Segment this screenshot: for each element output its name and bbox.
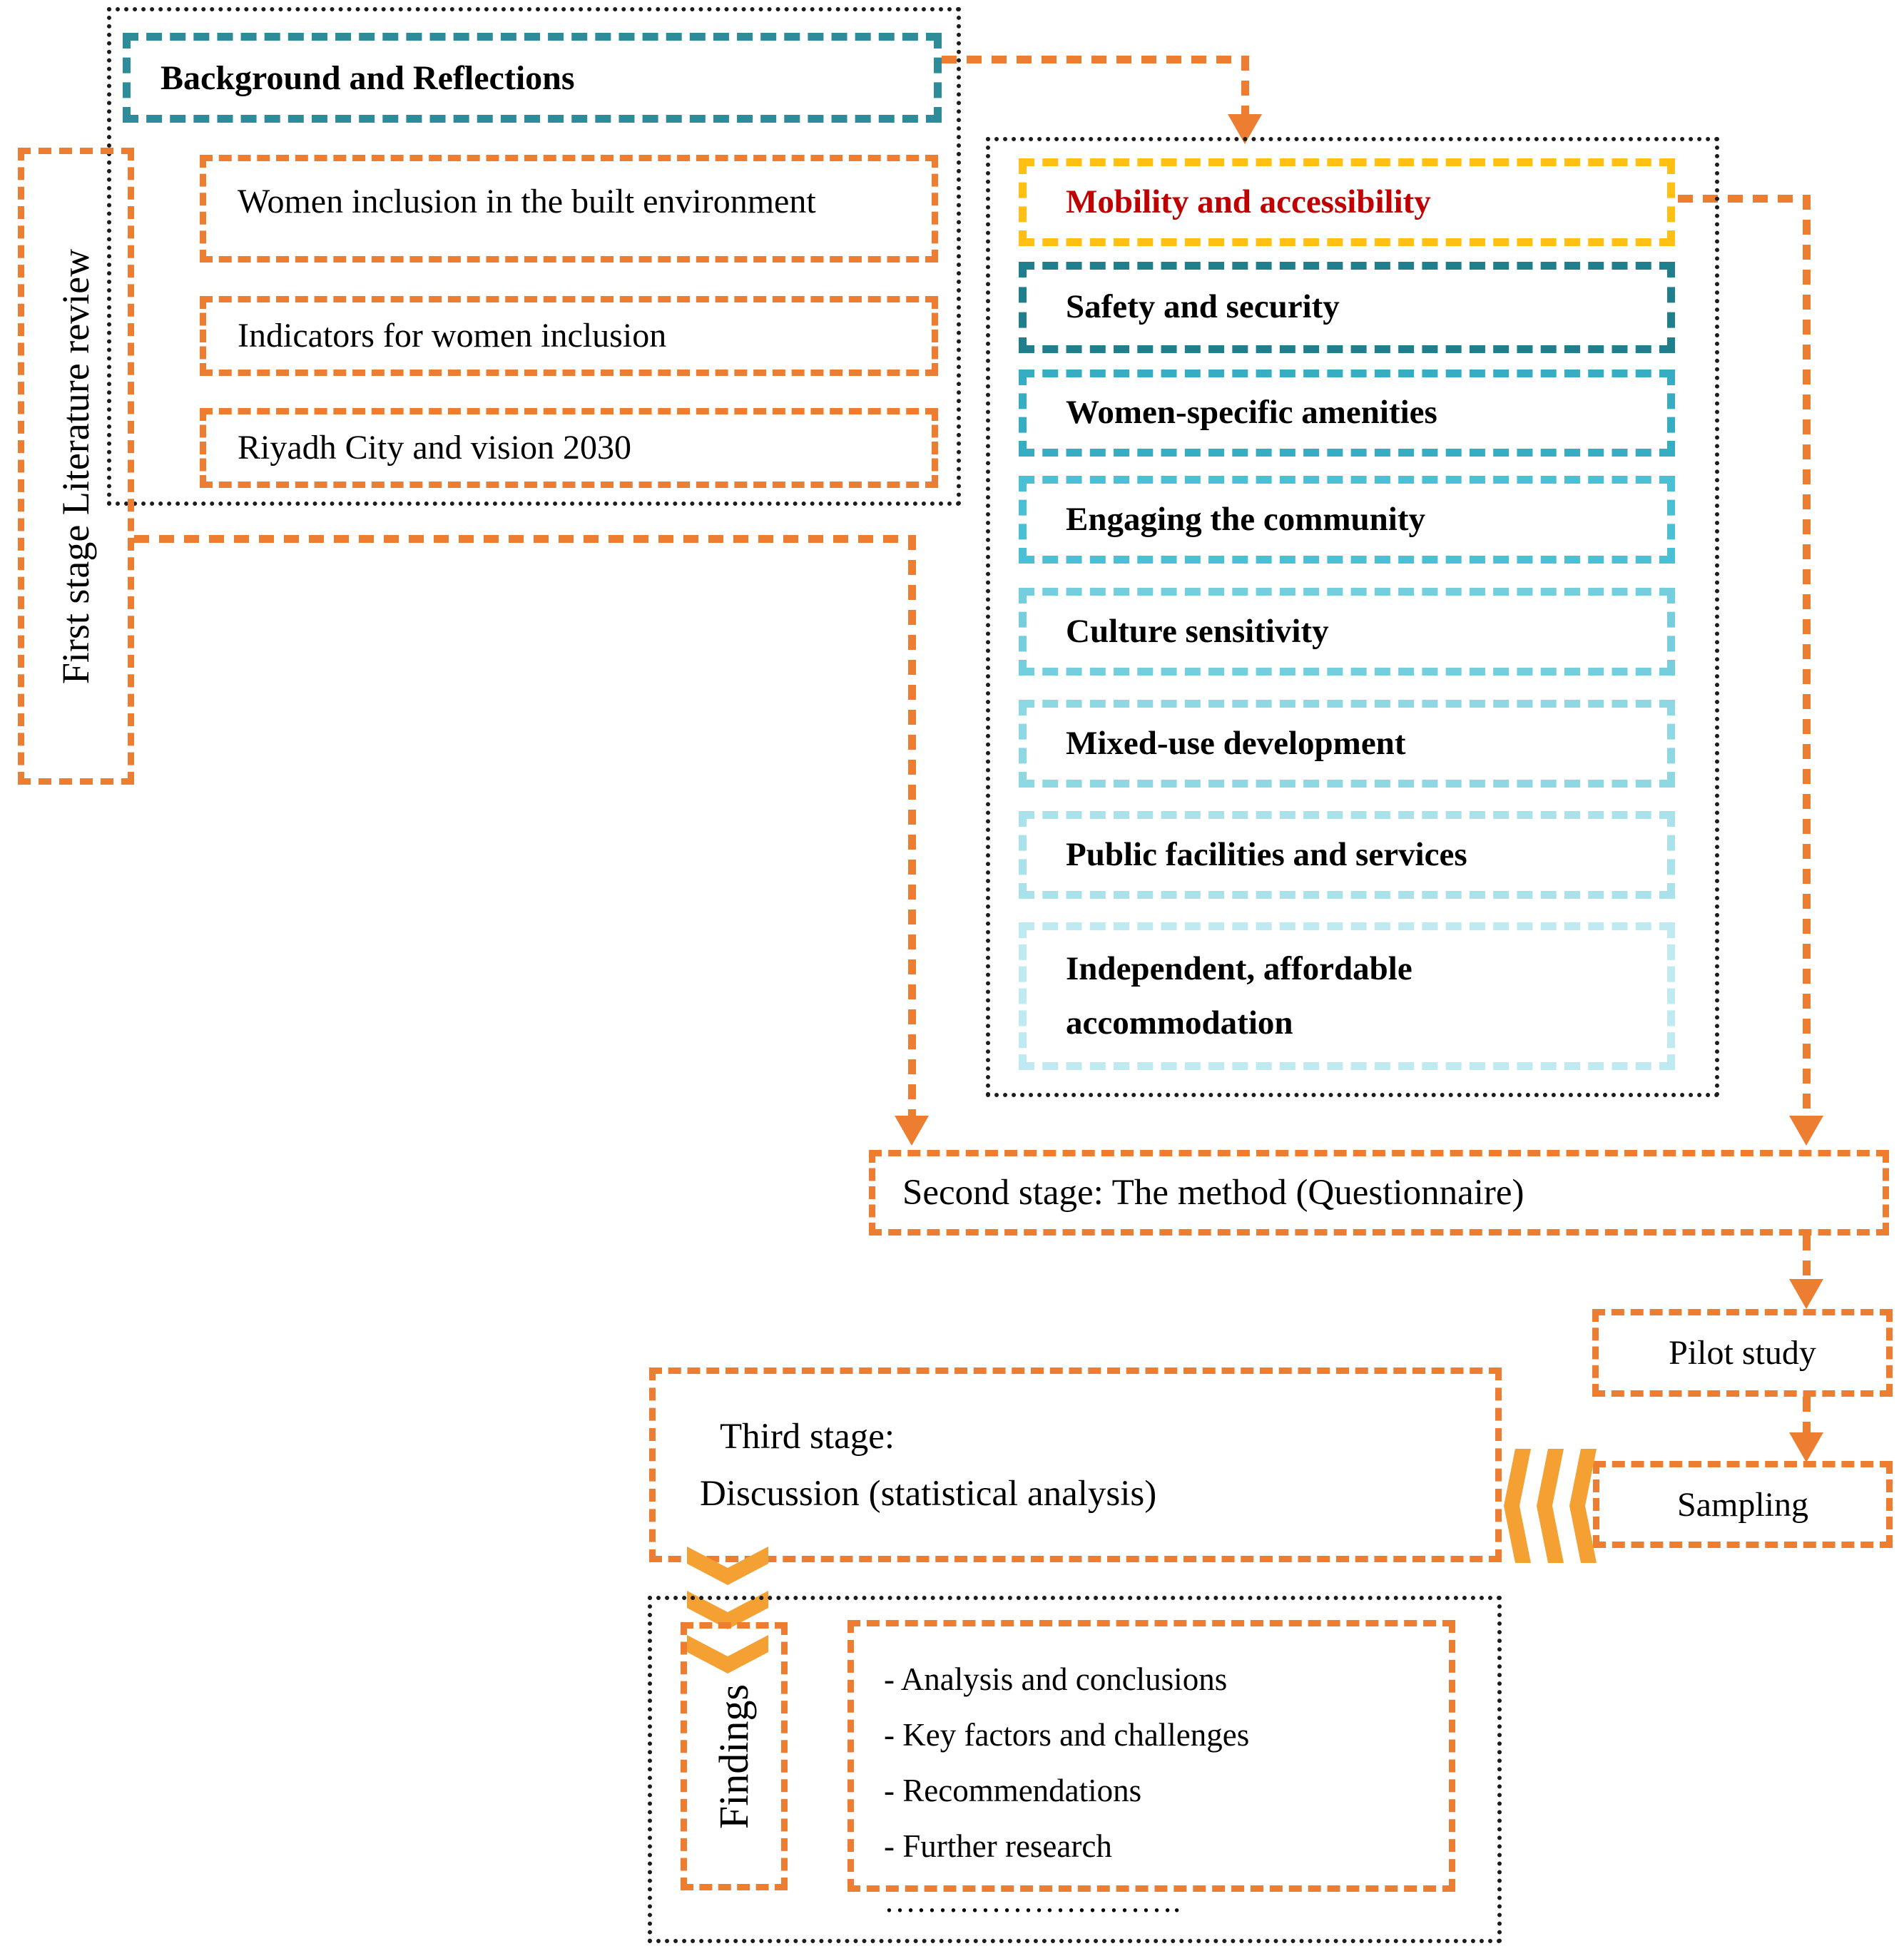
findings-item: - Further research (884, 1828, 1112, 1864)
connector-left-vertical (908, 535, 916, 1117)
indicator-label: Culture sensitivity (1066, 612, 1329, 650)
connector-top-vertical (1241, 56, 1249, 116)
arrow-down-icon (1789, 1116, 1823, 1146)
second-stage-box (869, 1150, 1889, 1236)
indicator-label: Engaging the community (1066, 500, 1425, 538)
findings-box (681, 1622, 788, 1890)
arrow-down-icon (895, 1116, 929, 1146)
indicator-row-amenities (1019, 370, 1675, 457)
sampling-label: Sampling (1676, 1485, 1808, 1524)
third-stage-box (649, 1367, 1502, 1562)
topic-box-riyadh (200, 408, 938, 488)
connector-right-vertical (1803, 195, 1811, 1117)
indicator-label: Mixed-use development (1066, 724, 1406, 762)
connector-second-to-pilot (1803, 1236, 1811, 1280)
pilot-study-box (1592, 1309, 1893, 1397)
connector-top-horizontal (942, 56, 1249, 63)
first-stage-box (18, 148, 134, 785)
topic-label: Indicators for women inclusion (238, 316, 667, 355)
background-reflections-box (123, 33, 942, 123)
connector-left-horizontal (134, 535, 916, 543)
indicator-label: Independent, affordable accommodation (1066, 950, 1412, 1041)
first-stage-label: First stage Literature review (54, 248, 98, 684)
indicator-row-culture (1019, 588, 1675, 676)
findings-item: - Analysis and conclusions (884, 1661, 1228, 1697)
findings-items-box (847, 1620, 1455, 1920)
findings-item: ………………………. (884, 1883, 1181, 1920)
indicator-row-mobility (1019, 158, 1675, 246)
arrow-down-icon (1789, 1432, 1823, 1462)
indicator-row-safety (1019, 262, 1675, 353)
third-stage-line2: Discussion (statistical analysis) (700, 1473, 1157, 1514)
background-reflections-title: Background and Reflections (161, 58, 575, 97)
indicator-label: Safety and security (1066, 288, 1340, 326)
arrow-down-icon (1789, 1279, 1823, 1309)
topic-label: Women inclusion in the built environment (238, 183, 816, 220)
indicator-label: Mobility and accessibility (1066, 183, 1431, 220)
findings-label: Findings (711, 1684, 758, 1829)
second-stage-label: Second stage: The method (Questionnaire) (902, 1173, 1524, 1213)
chevrons-left-icon (1502, 1448, 1601, 1564)
topic-label: Riyadh City and vision 2030 (238, 428, 631, 467)
indicator-row-mixed-use (1019, 700, 1675, 788)
indicator-row-public-facilities (1019, 811, 1675, 899)
topic-box-indicators (200, 296, 938, 376)
findings-item: - Recommendations (884, 1772, 1142, 1808)
sampling-box (1593, 1461, 1893, 1548)
indicator-label: Public facilities and services (1066, 835, 1467, 873)
indicator-row-accommodation (1019, 922, 1675, 1070)
topic-box-women-inclusion (200, 155, 938, 263)
indicator-row-community (1019, 476, 1675, 564)
third-stage-line1: Third stage: (720, 1416, 895, 1457)
connector-pilot-to-sampling (1803, 1397, 1811, 1434)
findings-item: - Key factors and challenges (884, 1716, 1250, 1753)
pilot-study-label: Pilot study (1669, 1334, 1816, 1372)
indicator-label: Women-specific amenities (1066, 394, 1437, 432)
